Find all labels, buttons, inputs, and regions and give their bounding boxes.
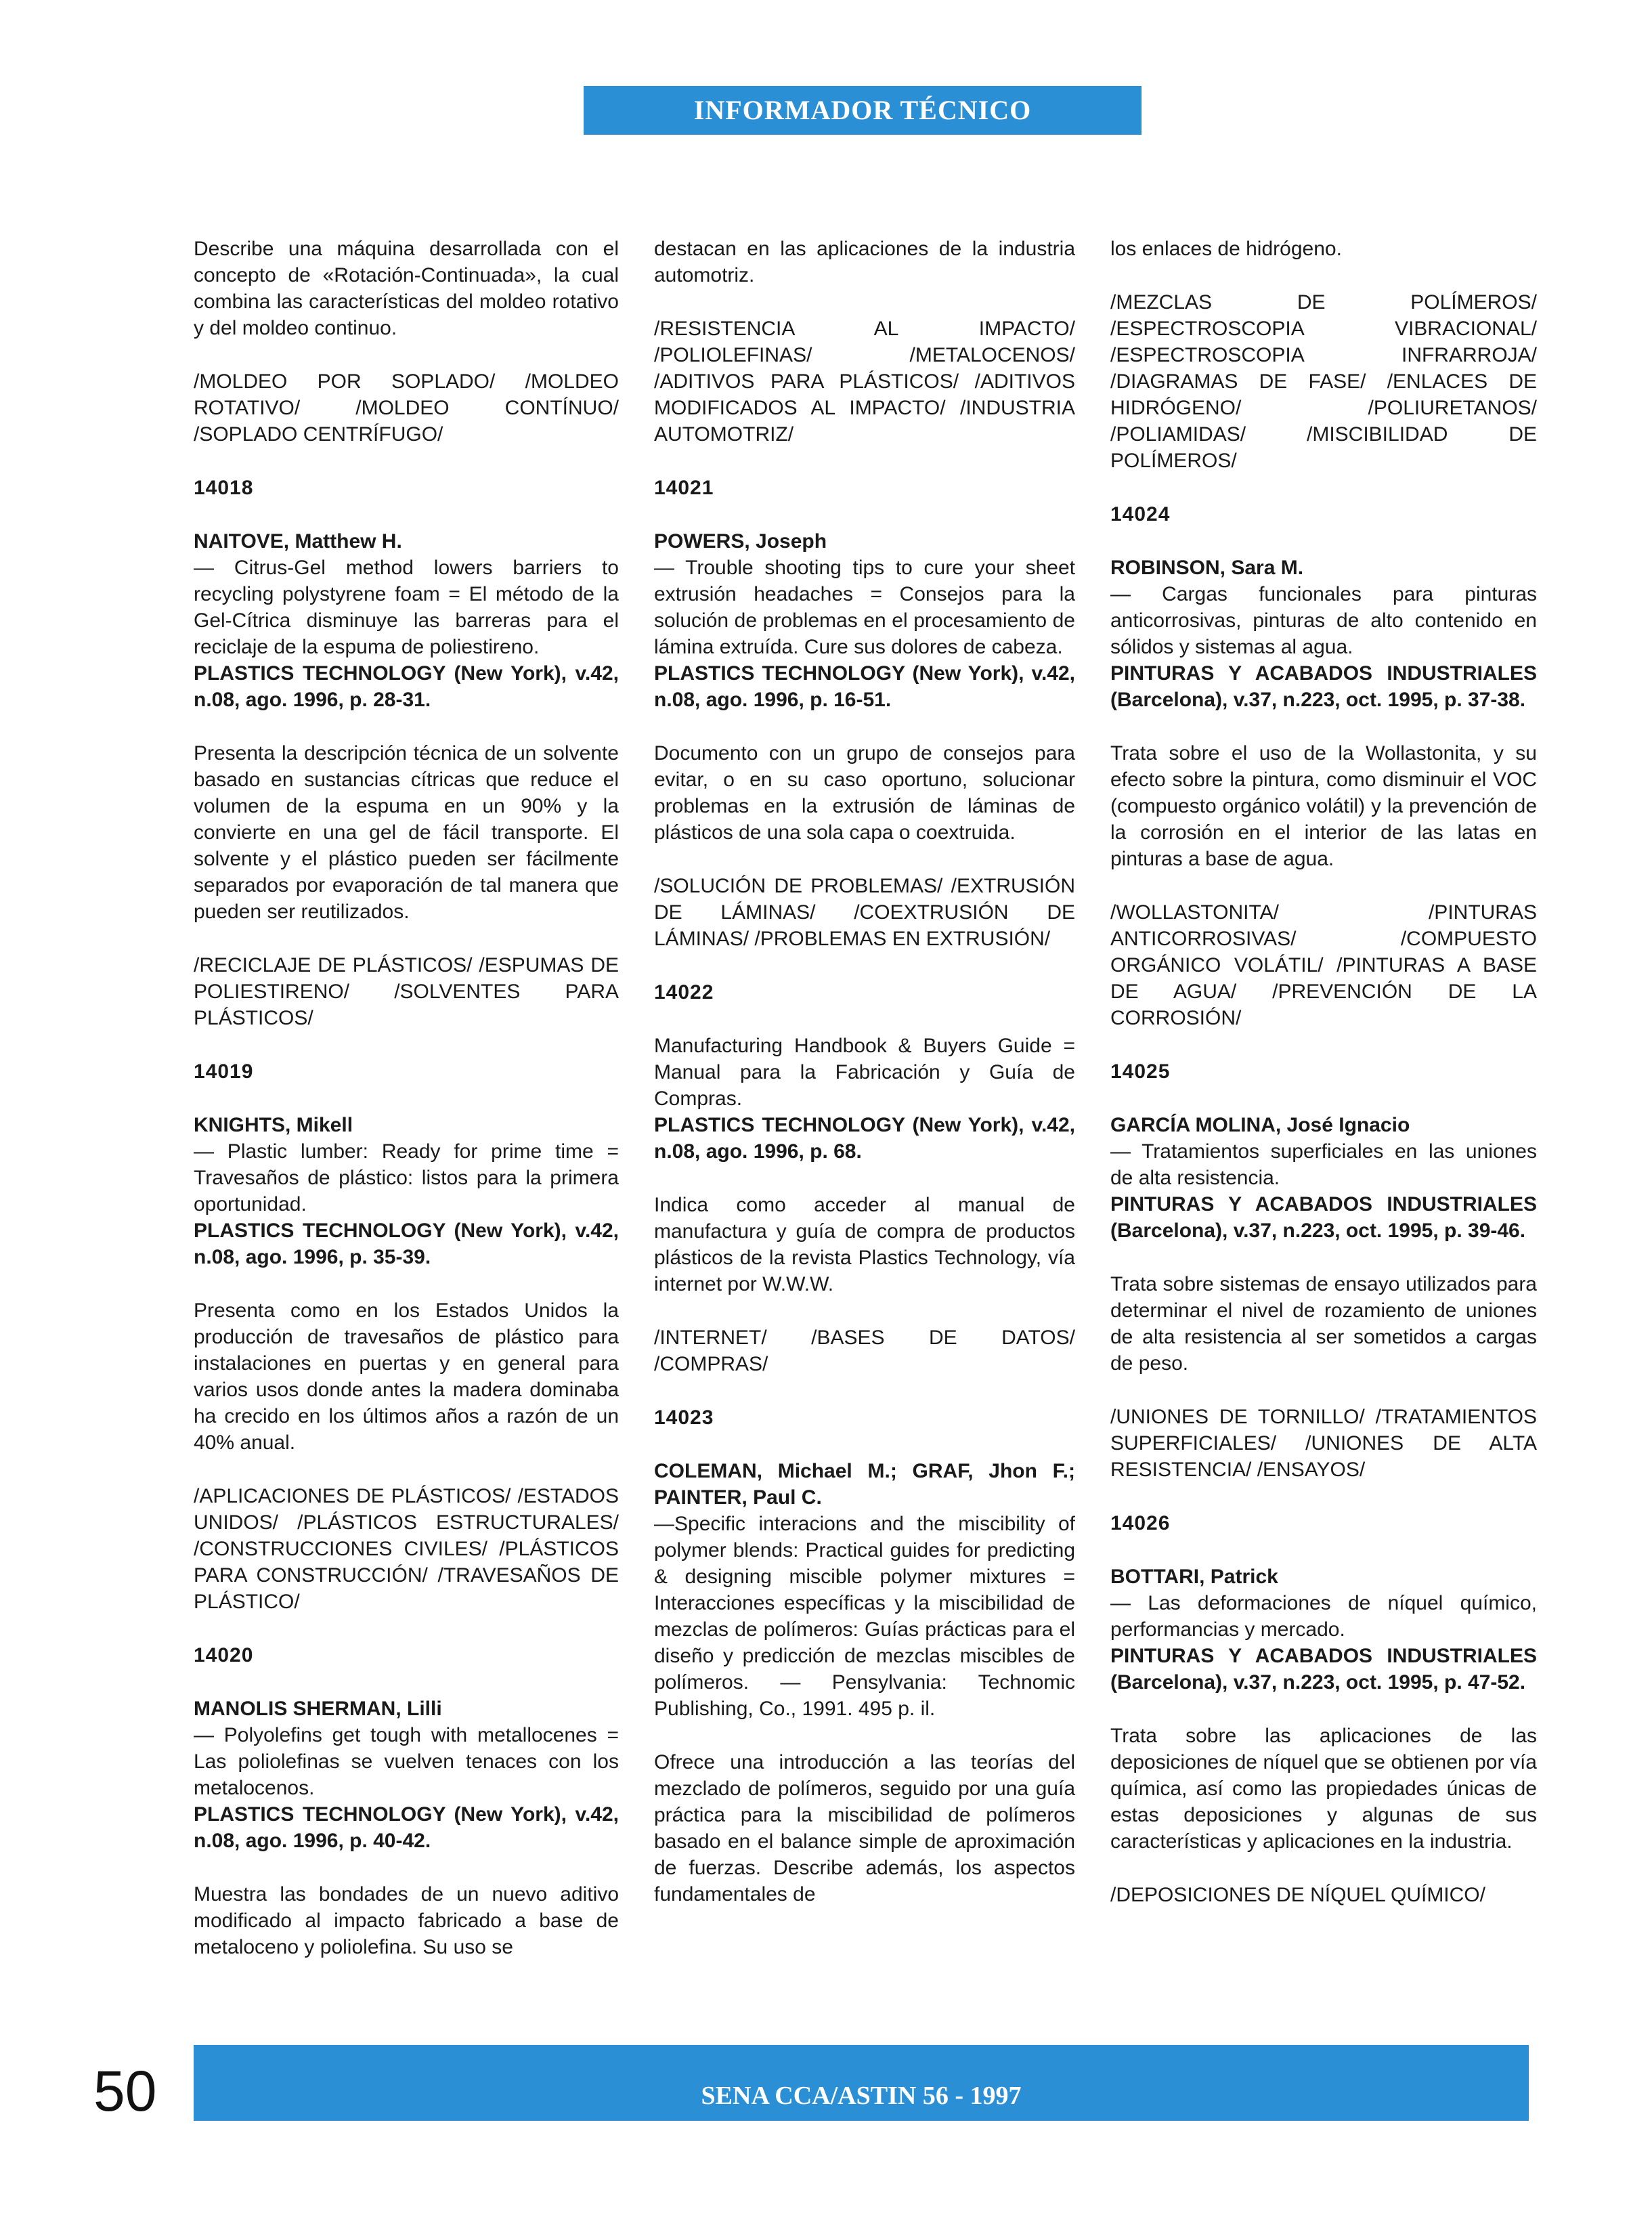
entry-author: BOTTARI, Patrick xyxy=(1110,1566,1278,1588)
footer-bar xyxy=(194,2045,1529,2121)
entry-keywords: /APLICACIONES DE PLÁSTICOS/ /ESTADOS UNIDOS/ /PLÁSTICOS ESTRUCTURALES/ /CONSTRUCCIONES CIVILES/ /PLÁSTICOS PARA CONSTRUCCIÓN/ /TRAVESAÑOS DE PLÁSTICO/ xyxy=(194,1485,619,1613)
entry-author: MANOLIS SHERMAN, Lilli xyxy=(194,1698,442,1720)
entry-title: — Citrus-Gel method lowers barriers to recycling polystyrene foam = El método de la Gel-Cítrica disminuye las barreras para el reciclaje de la espuma de poliestireno. xyxy=(194,557,619,658)
entry-abstract: Trata sobre sistemas de ensayo utilizados para determinar el nivel de rozamiento de uniones de alta resistencia al ser sometidos a cargas de peso. xyxy=(1110,1273,1537,1375)
entry-source: PLASTICS TECHNOLOGY (New York), v.42, n.08, ago. 1996, p. 35-39. xyxy=(194,1220,619,1268)
column-2 xyxy=(654,236,1075,1935)
entry-title: — Trouble shooting tips to cure your sheet extrusión headaches = Consejos para la solución de problemas en el procesamiento de lámina extruída. Cure sus dolores de cabeza. xyxy=(654,557,1075,658)
entry-author: NAITOVE, Matthew H. xyxy=(194,530,402,553)
entry-abstract: Trata sobre las aplicaciones de las deposiciones de níquel que se obtienen por vía química, así como las propiedades únicas de estas deposiciones y algunas de sus características y aplicaciones en la industria. xyxy=(1110,1725,1537,1853)
entry-author: POWERS, Joseph xyxy=(654,530,827,553)
entry-title: — Tratamientos superficiales en las uniones de alta resistencia. xyxy=(1110,1140,1537,1189)
footer-journal: SENA CCA/ASTIN 56 - 1997 xyxy=(701,2082,1022,2110)
entry-source: PLASTICS TECHNOLOGY (New York), v.42, n.08, ago. 1996, p. 16-51. xyxy=(654,662,1075,711)
entry-number: 14022 xyxy=(654,981,714,1004)
entry-author: KNIGHTS, Mikell xyxy=(194,1114,353,1136)
column-3 xyxy=(1110,236,1537,1935)
entry-keywords: /WOLLASTONITA/ /PINTURAS ANTICORROSIVAS/ /COMPUESTO ORGÁNICO VOLÁTIL/ /PINTURAS A BASE DE AGUA/ /PREVENCIÓN DE LA CORROSIÓN/ xyxy=(1110,901,1537,1029)
keywords: /RESISTENCIA AL IMPACTO/ /POLIOLEFINAS/ /METALOCENOS/ /ADITIVOS PARA PLÁSTICOS/ /ADITIVOS MODIFICADOS AL IMPACTO/ /INDUSTRIA AUTOMOTRIZ/ xyxy=(654,318,1075,446)
entry-number: 14026 xyxy=(1110,1512,1171,1534)
entry-source: PLASTICS TECHNOLOGY (New York), v.42, n.08, ago. 1996, p. 40-42. xyxy=(194,1803,619,1852)
entry-source: PINTURAS Y ACABADOS INDUSTRIALES (Barcelona), v.37, n.223, oct. 1995, p. 37-38. xyxy=(1110,662,1537,711)
entry-keywords: /DEPOSICIONES DE NÍQUEL QUÍMICO/ xyxy=(1110,1884,1485,1906)
page-number: 50 xyxy=(93,2059,157,2123)
entry-title: —Specific interacions and the miscibility of polymer blends: Practical guides for predicting & designing miscible polymer mixtures = Interacciones específicas y la miscibilidad de mezclas de polímeros: Guías prácticas para el diseño y predicción de mezclas miscibles de polímeros. — Pensylvania: Technomic Publishing, Co., 1991. 495 p. il. xyxy=(654,1513,1075,1720)
entry-title: Manufacturing Handbook & Buyers Guide = Manual para la Fabricación y Guía de Compras. xyxy=(654,1035,1075,1110)
entry-title: — Polyolefins get tough with metallocenes = Las poliolefinas se vuelven tenaces con los metalocenos. xyxy=(194,1724,619,1799)
entry-number: 14018 xyxy=(194,477,254,499)
column-1 xyxy=(194,236,619,1987)
entry-abstract: Trata sobre el uso de la Wollastonita, y su efecto sobre la pintura, como disminuir el VOC (compuesto orgánico volátil) y la prevención de la corrosión en el interior de las latas en pinturas a base de agua. xyxy=(1110,742,1537,870)
entry-title: — Plastic lumber: Ready for prime time = Travesaños de plástico: listos para la primera oportunidad. xyxy=(194,1140,619,1215)
entry-abstract: Indica como acceder al manual de manufactura y guía de compra de productos plásticos de la revista Plastics Technology, vía internet por W.W.W. xyxy=(654,1194,1075,1295)
entry-number: 14021 xyxy=(654,477,714,499)
entry-number: 14019 xyxy=(194,1060,254,1083)
entry-keywords: /RECICLAJE DE PLÁSTICOS/ /ESPUMAS DE POLIESTIRENO/ /SOLVENTES PARA PLÁSTICOS/ xyxy=(194,954,619,1029)
entry-source: PINTURAS Y ACABADOS INDUSTRIALES (Barcelona), v.37, n.223, oct. 1995, p. 47-52. xyxy=(1110,1645,1537,1694)
entry-abstract: Muestra las bondades de un nuevo aditivo modificado al impacto fabricado a base de metaloceno y poliolefina. Su uso se xyxy=(194,1883,619,1958)
entry-abstract: Presenta como en los Estados Unidos la producción de travesaños de plástico para instalaciones en puertas y en general para varios usos donde antes la madera dominaba ha crecido en los últimos años a razón de un 40% anual. xyxy=(194,1299,619,1454)
keywords: /MOLDEO POR SOPLADO/ /MOLDEO ROTATIVO/ /MOLDEO CONTÍNUO/ /SOPLADO CENTRÍFUGO/ xyxy=(194,370,619,446)
entry-source: PLASTICS TECHNOLOGY (New York), v.42, n.08, ago. 1996, p. 68. xyxy=(654,1114,1075,1163)
entry-number: 14025 xyxy=(1110,1060,1171,1083)
entry-title: — Cargas funcionales para pinturas anticorrosivas, pinturas de alto contenido en sólidos y sistemas al agua. xyxy=(1110,583,1537,658)
entry-author: GARCÍA MOLINA, José Ignacio xyxy=(1110,1114,1410,1136)
entry-keywords: /UNIONES DE TORNILLO/ /TRATAMIENTOS SUPERFICIALES/ /UNIONES DE ALTA RESISTENCIA/ /ENSAYOS/ xyxy=(1110,1406,1537,1481)
abstract-continuation: destacan en las aplicaciones de la industria automotriz. xyxy=(654,238,1075,286)
entry-author: ROBINSON, Sara M. xyxy=(1110,557,1304,579)
section-header: INFORMADOR TÉCNICO xyxy=(584,86,1142,135)
entry-number: 14020 xyxy=(194,1644,254,1666)
abstract-continuation: los enlaces de hidrógeno. xyxy=(1110,238,1342,260)
entry-keywords: /SOLUCIÓN DE PROBLEMAS/ /EXTRUSIÓN DE LÁMINAS/ /COEXTRUSIÓN DE LÁMINAS/ /PROBLEMAS EN EXTRUSIÓN/ xyxy=(654,875,1075,950)
entry-author: COLEMAN, Michael M.; GRAF, Jhon F.; PAINTER, Paul C. xyxy=(654,1460,1075,1509)
entry-number: 14023 xyxy=(654,1406,714,1429)
entry-abstract: Ofrece una introducción a las teorías del mezclado de polímeros, seguido por una guía práctica para la miscibilidad de polímeros basado en el balance simple de aproximación de fuerzas. Describe además, los aspectos fundamentales de xyxy=(654,1751,1075,1905)
entry-keywords: /INTERNET/ /BASES DE DATOS/ /COMPRAS/ xyxy=(654,1327,1075,1375)
abstract-continuation: Describe una máquina desarrollada con el concepto de «Rotación-Continuada», la cual combina las características del moldeo rotativo y del moldeo continuo. xyxy=(194,238,619,339)
entry-title: — Las deformaciones de níquel químico, performancias y mercado. xyxy=(1110,1592,1537,1641)
entry-abstract: Presenta la descripción técnica de un solvente basado en sustancias cítricas que reduce el volumen de la espuma en un 90% y la convierte en una gel de fácil transporte. El solvente y el plástico pueden ser fácilmente separados por evaporación de tal manera que pueden ser reutilizados. xyxy=(194,742,619,923)
entry-abstract: Documento con un grupo de consejos para evitar, o en su caso oportuno, solucionar problemas en la extrusión de láminas de plásticos de una sola capa o coextruida. xyxy=(654,742,1075,844)
entry-number: 14024 xyxy=(1110,503,1171,525)
keywords: /MEZCLAS DE POLÍMEROS/ /ESPECTROSCOPIA VIBRACIONAL/ /ESPECTROSCOPIA INFRARROJA/ /DIAGRAMAS DE FASE/ /ENLACES DE HIDRÓGENO/ /POLIURETANOS/ /POLIAMIDAS/ /MISCIBILIDAD DE POLÍMEROS/ xyxy=(1110,291,1537,472)
entry-source: PLASTICS TECHNOLOGY (New York), v.42, n.08, ago. 1996, p. 28-31. xyxy=(194,662,619,711)
entry-source: PINTURAS Y ACABADOS INDUSTRIALES (Barcelona), v.37, n.223, oct. 1995, p. 39-46. xyxy=(1110,1193,1537,1242)
